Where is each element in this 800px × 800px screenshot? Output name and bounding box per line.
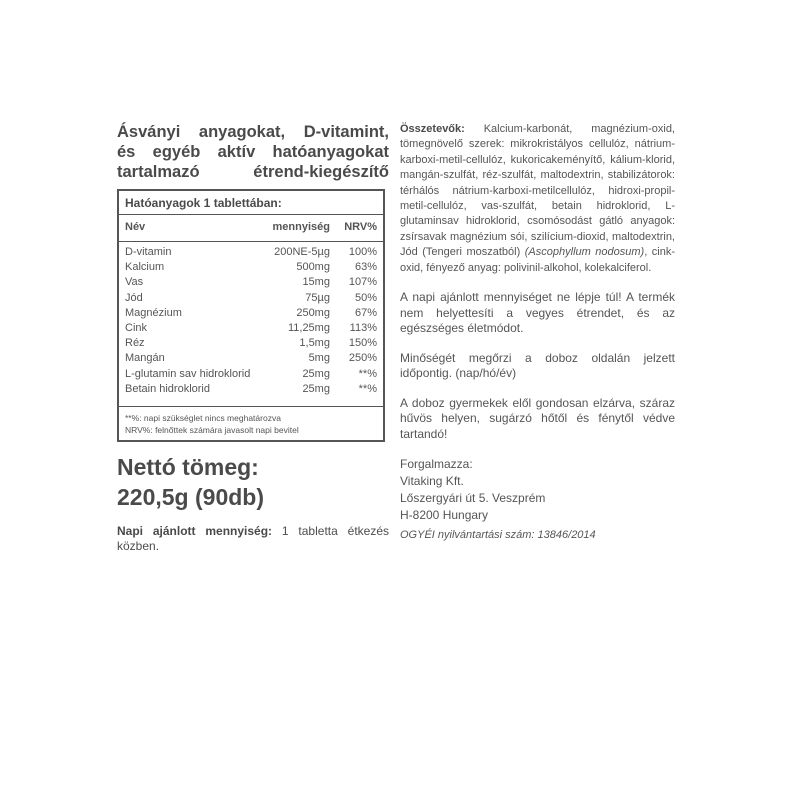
- cell-nrv: 107%: [348, 276, 377, 289]
- cell-name: Magnézium: [125, 306, 182, 319]
- product-heading: [117, 122, 389, 182]
- heading-line-3: tartalmazó étrend-kiegészítő: [117, 163, 389, 181]
- table-title: Hatóanyagok 1 tablettában:: [119, 191, 383, 215]
- cell-amount: 25mg: [302, 382, 330, 395]
- left-column: [117, 122, 389, 554]
- daily-dose: [117, 524, 389, 554]
- table-row: [119, 291, 383, 306]
- cell-nrv: 113%: [349, 322, 377, 335]
- ingredients-text-2: , cink-oxid, fényező anyag: polivinil-alkohol, kolekalciferol.: [400, 246, 675, 274]
- cell-amount: 500mg: [296, 261, 330, 274]
- cell-name: Mangán: [125, 352, 165, 365]
- cell-nrv: 150%: [348, 337, 377, 350]
- table-row: [119, 382, 383, 397]
- cell-amount: 25mg: [302, 367, 330, 380]
- cell-amount: 11,25mg: [287, 322, 330, 335]
- cell-name: Betain hidroklorid: [125, 382, 210, 395]
- table-header-row: [119, 215, 383, 242]
- nutrition-table: [119, 215, 383, 397]
- cell-nrv: 63%: [354, 261, 377, 274]
- note-nrv-definition: NRV%: felnőttek számára javasolt napi bevitel: [125, 425, 299, 435]
- distributor-street: Lőszergyári út 5. Veszprém: [400, 491, 546, 506]
- cell-name: Jód: [125, 291, 143, 304]
- ingredients: [400, 122, 675, 276]
- net-weight-value: 220,5g (90db): [117, 484, 264, 510]
- header-amount: mennyiség: [272, 221, 330, 233]
- storage-warning: A doboz gyermekek elől gondosan elzárva, száraz hűvös helyen, sugárzó hőtől és fénytől védve tartandó!: [400, 395, 675, 441]
- dose-warning: A napi ajánlott mennyiséget ne lépje túl! A termék nem helyettesíti a vegyes étrendet, és az egészséges életmódot.: [400, 290, 675, 336]
- table-row: [119, 367, 383, 382]
- distributor-city: H-8200 Hungary: [400, 508, 489, 523]
- cell-amount: 200NE-5µg: [274, 246, 330, 258]
- right-column: [400, 122, 675, 541]
- net-weight-label: Nettó tömeg:: [117, 454, 259, 480]
- ingredients-label: Összetevők:: [400, 123, 465, 135]
- distributor-company: Vitaking Kft.: [400, 474, 464, 489]
- cell-name: L-glutamin sav hidroklorid: [125, 367, 251, 380]
- cell-amount: 1,5mg: [299, 337, 330, 350]
- daily-dose-label: Napi ajánlott mennyiség:: [117, 524, 273, 538]
- cell-name: Kalcium: [125, 261, 165, 274]
- cell-nrv: **%: [358, 367, 377, 380]
- table-notes: [119, 406, 383, 440]
- ingredients-latin-name: (Ascophyllum nodosum): [524, 246, 645, 259]
- table-row: [119, 260, 383, 275]
- cell-amount: 15mg: [302, 276, 330, 289]
- heading-line-1: Ásványi anyagokat, D-vitamint,: [117, 123, 389, 141]
- storage-date-note: Minőségét megőrzi a doboz oldalán jelzett időpontig. (nap/hó/év): [400, 350, 675, 381]
- distributor: [400, 456, 675, 524]
- table-row: [119, 306, 383, 321]
- table-row: [119, 242, 383, 261]
- daily-dose-text: 1 tabletta étkezés közben.: [117, 524, 389, 553]
- cell-name: Cink: [125, 322, 148, 335]
- heading-line-2: és egyéb aktív hatóanyagokat: [117, 143, 389, 161]
- cell-name: Réz: [125, 337, 145, 350]
- cell-name: D-vitamin: [125, 246, 172, 258]
- note-nrv-undefined: **%: napi szükséglet nincs meghatározva: [125, 413, 281, 423]
- table-row: [119, 336, 383, 351]
- cell-amount: 250mg: [296, 306, 330, 319]
- table-row: [119, 275, 383, 290]
- cell-nrv: 50%: [354, 291, 377, 304]
- cell-nrv: 100%: [348, 246, 377, 258]
- net-weight: [117, 452, 389, 512]
- distributor-label: Forgalmazza:: [400, 457, 473, 472]
- cell-amount: 5mg: [308, 352, 330, 365]
- registration-number: OGYÉI nyilvántartási szám: 13846/2014: [400, 529, 596, 542]
- header-name: Név: [125, 221, 146, 233]
- table-row: [119, 351, 383, 366]
- table-row: [119, 321, 383, 336]
- header-nrv: NRV%: [344, 221, 377, 233]
- cell-nrv: **%: [358, 382, 377, 395]
- cell-amount: 75µg: [305, 291, 330, 304]
- cell-nrv: 250%: [348, 352, 377, 365]
- nutrition-table-box: [117, 189, 385, 442]
- ingredients-text-1: Kalcium-karbonát, magnézium-oxid, tömegnövelő szerek: mikrokristályos cellulóz, nátrium-karboxi-metil-cellulóz, kukoricakeményítő, kálium-klorid, mangán-szulfát, réz-szulfát, maltodextrin, stabilizátorok: térhálós nátrium-karboxi-metilcellulóz, hidroxi-propil-metil-cellulóz, vas-szulfát, betain hidroklorid, L-glutaminsav hidroklorid, csomósodást gátló anyagok: zsírsavak magnézium sói, szilícium-dioxid, maltodextrin, Jód (Tengeri moszatból): [400, 123, 675, 259]
- cell-name: Vas: [125, 276, 144, 289]
- cell-nrv: 67%: [354, 306, 377, 319]
